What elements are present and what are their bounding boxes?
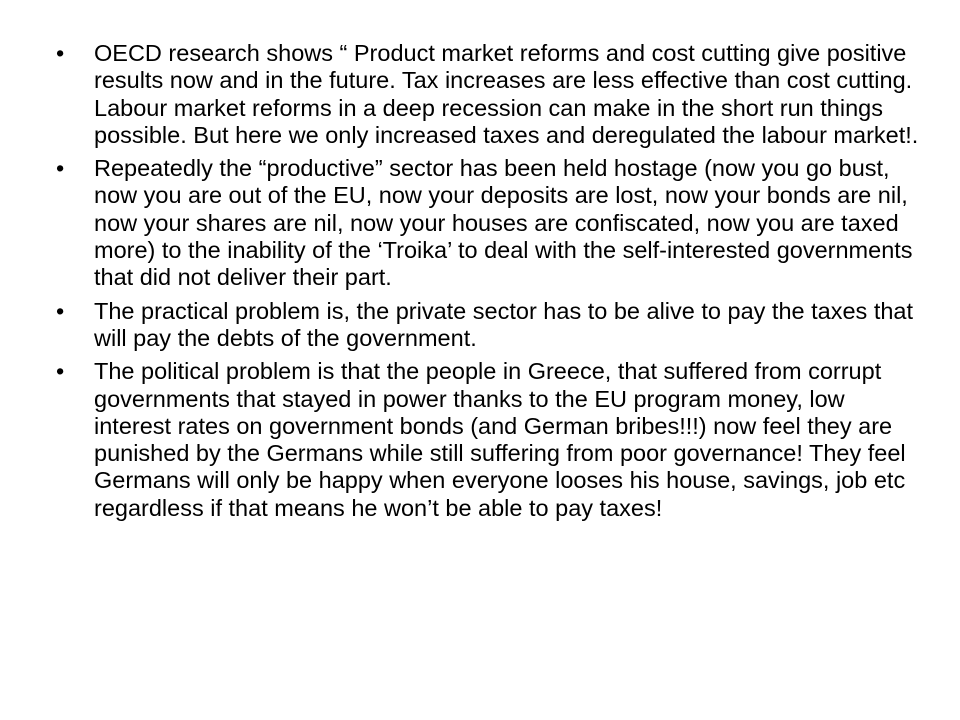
bullet-dot-icon: • <box>56 40 65 66</box>
bullet-item-practical-problem <box>56 298 926 353</box>
bullet-item-political-problem <box>56 358 926 522</box>
bullet-item-productive-sector <box>56 155 926 291</box>
bullet-text: Repeatedly the “productive” sector has been held hostage (now you go bust, now you are out of the EU, now your deposits are lost, now your bonds are nil, now your shares are nil, now your houses are confiscated, now you are taxed more) to the inability of the ‘Troika’ to deal with the self-interested governments that did not deliver their part. <box>94 155 913 291</box>
bullet-text: The practical problem is, the private sector has to be alive to pay the taxes that will pay the debts of the government. <box>94 297 914 351</box>
bullet-text: The political problem is that the people in Greece, that suffered from corrupt governments that stayed in power thanks to the EU program money, low interest rates on government bonds (and German bribes!!!) now feel they are punished by the Germans while still suffering from poor governance! They feel Germans will only be happy when everyone looses his house, savings, job etc regardless if that means he won’t be able to pay taxes! <box>94 358 906 521</box>
bullet-text: OECD research shows “ Product market reforms and cost cutting give positive results now and in the future. Tax increases are less effective than cost cutting. Labour market reforms in a deep recession can make in the short run things possible. But here we only increased taxes and deregulated the labour market!. <box>94 40 919 148</box>
bullet-dot-icon: • <box>56 297 65 324</box>
bullet-list <box>56 40 926 528</box>
bullet-dot-icon: • <box>56 155 65 182</box>
bullet-dot-icon: • <box>56 358 65 385</box>
bullet-item-oecd-research <box>56 40 926 149</box>
